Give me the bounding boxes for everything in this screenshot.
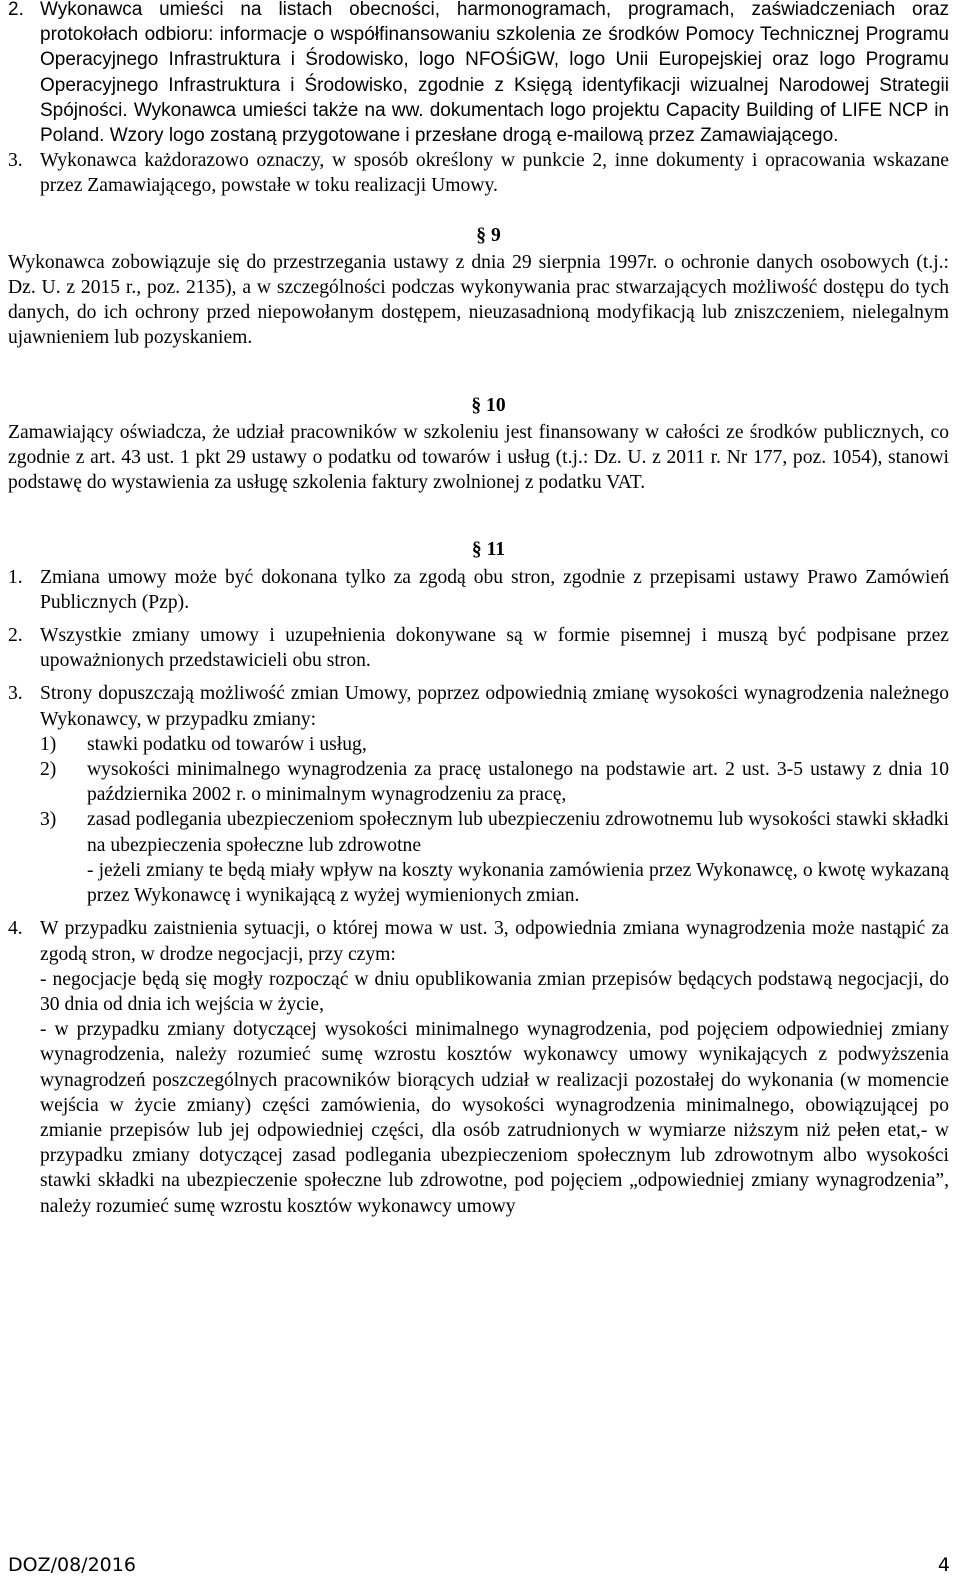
section-11-subitem-1-number: 1) (40, 733, 57, 755)
section-11-subitem-2 (40, 757, 949, 807)
item-3-text: Wykonawca każdorazowo oznaczy, w sposób określony w punkcie 2, inne dokumenty i opracowania wskazane przez Zamawiającego, powstałe w toku realizacji Umowy. (40, 150, 949, 197)
section-11-item-4-number: 4. (8, 918, 23, 940)
item-3 (8, 148, 949, 198)
section-9-heading: § 9 (476, 224, 501, 246)
item-2-number: 2. (8, 0, 24, 20)
section-11-subitem-3 (40, 807, 949, 857)
section-11-item-1 (8, 565, 949, 615)
section-11-dash-text: - jeżeli zmiany te będą miały wpływ na koszty wykonania zamówienia przez Wykonawcę, o kwotę wykazaną przez Wykonawcę i wynikającą z wyżej wymienionych zmian. (87, 859, 949, 907)
section-11-item-2 (8, 623, 949, 673)
item-3-number: 3. (8, 150, 23, 172)
section-11-subitem-1 (40, 732, 949, 757)
section-11-item-4-text: W przypadku zaistnienia sytuacji, o której mowa w ust. 3, odpowiednia zmiana wynagrodzenia może nastąpić za zgodą stron, w drodze negocjacji, przy czym: (40, 918, 949, 965)
page-footer (8, 1552, 950, 1582)
section-10-text: Zamawiający oświadcza, że udział pracowników w szkoleniu jest finansowany w całości ze środków publicznych, co zgodnie z art. 43 ust. 1 pkt 29 ustawy o podatku od towarów i usług (t.j.: Dz. U. z 2011 r. Nr 177, poz. 1054), stanowi podstawę do wystawienia za usługę szkolenia faktury zwolnionej z podatku VAT. (8, 421, 949, 494)
item-2 (8, 0, 949, 148)
section-11-item-2-number: 2. (8, 625, 23, 647)
section-11-item-1-number: 1. (8, 566, 23, 588)
section-11-item-2-text: Wszystkie zmiany umowy i uzupełnienia dokonywane są w formie pisemnej i muszą być podpisane przez upoważnionych przedstawicieli obu stron. (40, 625, 949, 672)
footer-doc-id: DOZ/08/2016 (8, 1554, 136, 1576)
section-10-heading: § 10 (471, 394, 506, 416)
section-11-item-4 (8, 916, 949, 1218)
footer-page-number: 4 (937, 1554, 950, 1576)
section-11-subitem-3-text: zasad podlegania ubezpieczeniom społecznym lub ubezpieczeniu zdrowotnemu lub wysokości stawki składki na ubezpieczenia społeczne lub zdrowotne (87, 809, 949, 856)
section-11-subitem-1-text: stawki podatku od towarów i usług, (87, 733, 367, 755)
section-11-item-1-text: Zmiana umowy może być dokonana tylko za zgodą obu stron, zgodnie z przepisami ustawy Prawo Zamówień Publicznych (Pzp). (40, 566, 949, 613)
section-11-item-4-bullet-1: - negocjacje będą się mogły rozpocząć w dniu opublikowania zmian przepisów będących podstawą negocjacji, do 30 dnia od dnia ich wejścia w życie, (40, 968, 949, 1015)
section-11-subitem-2-text: wysokości minimalnego wynagrodzenia za pracę ustalonego na podstawie art. 2 ust. 3-5 ustawy z dnia 10 października 2002 r. o minimalnym wynagrodzeniu za pracę, (87, 759, 949, 806)
section-11-item-3-text: Strony dopuszczają możliwość zmian Umowy, poprzez odpowiednią zmianę wysokości wynagrodzenia należnego Wykonawcy, w przypadku zmiany: (40, 683, 949, 730)
section-11-item-4-bullet-2: - w przypadku zmiany dotyczącej wysokości minimalnego wynagrodzenia, pod pojęciem odpowiedniej zmiany wynagrodzenia, należy rozumieć sumę wzrostu kosztów wykonawcy umowy wynikających z podwyższenia wynagrodzeń poszczególnych pracowników biorących udział w realizacji pozostałej do wykonania (w momencie wejścia w życie zmiany) części zamówienia, do wysokości wynagrodzenia minimalnego, obowiązującej po zmianie przepisów lub jej odpowiedniej części, dla osób zatrudnionych w wymiarze niższym niż pełen etat,- w przypadku zmiany dotyczącej zasad podlegania ubezpieczeniom społecznym lub zdrowotnym albo wysokości stawki składki na ubezpieczenie społeczne lub zdrowotne, pod pojęciem „odpowiedniej zmiany wynagrodzenia”, należy rozumieć sumę wzrostu kosztów wykonawcy umowy (40, 1019, 949, 1217)
item-2-text: Wykonawca umieści na listach obecności, harmonogramach, programach, zaświadczeniach oraz protokołach odbioru: informacje o współfinansowaniu szkolenia ze środków Pomocy Technicznej Programu Operacyjnego Infrastruktura i Środowisko, logo NFOŚiGW, logo Unii Europejskiej oraz logo Programu Operacyjnego Infrastruktura i Środowisko, zgodnie z Księgą identyfikacji wizualnej Narodowej Strategii Spójności. Wykonawca umieści także na ww. dokumentach logo projektu Capacity Building of LIFE NCP in Poland. Wzory logo zostaną przygotowane i przesłane drogą e-mailową przez Zamawiającego. (40, 0, 949, 147)
section-9-text: Wykonawca zobowiązuje się do przestrzegania ustawy z dnia 29 sierpnia 1997r. o ochronie danych osobowych (t.j.: Dz. U. z 2015 r., poz. 2135), a w szczególności podczas wykonywania prac stwarzających możliwość dostępu do tych danych, do ich ochrony przed niepowołanym dostępem, nieuzasadnioną modyfikacją lub zniszczeniem, nielegalnym ujawnieniem lub pozyskaniem. (8, 251, 949, 349)
section-11-item-3 (8, 681, 949, 731)
section-11-subitem-2-number: 2) (40, 759, 57, 781)
section-11-item-3-number: 3. (8, 683, 23, 705)
section-11-subitem-3-number: 3) (40, 809, 57, 831)
section-11-heading: § 11 (471, 539, 506, 561)
